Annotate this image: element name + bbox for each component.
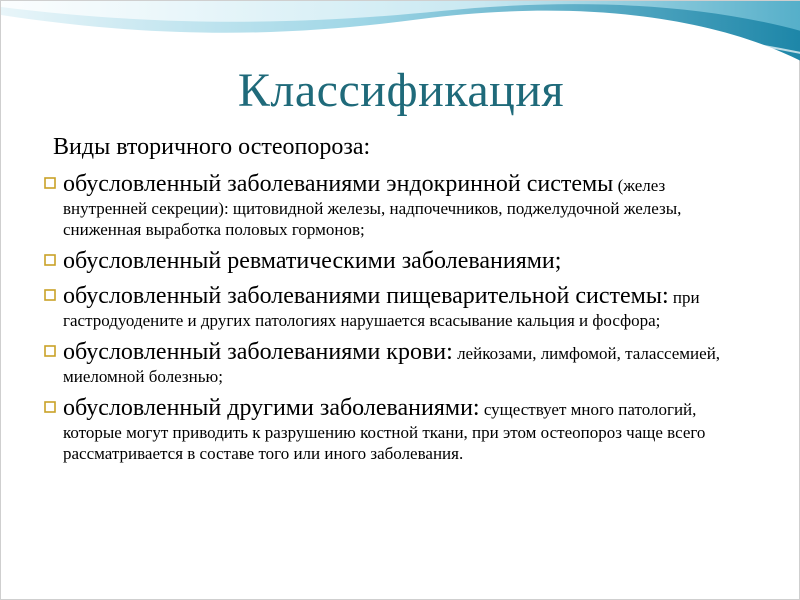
list-item bbox=[41, 283, 741, 331]
checkbox-bullet-icon bbox=[44, 345, 56, 357]
item-heading: обусловленный другими заболеваниями: bbox=[63, 395, 480, 421]
slide-title: Классификация bbox=[237, 64, 565, 117]
item-heading: обусловленный заболеваниями пищеварительной системы: bbox=[63, 283, 669, 309]
item-detail: при гастродуодените и других патологиях нарушается всасывание кальция и фосфора; bbox=[63, 288, 700, 330]
list-item bbox=[41, 395, 741, 464]
item-heading: обусловленный заболеваниями крови: bbox=[63, 339, 453, 365]
list-item bbox=[41, 171, 741, 240]
bullet-list bbox=[41, 171, 741, 472]
item-detail: (желез внутренней секреции): щитовидной железы, надпочечников, поджелудочной железы, сниженная выработка половых гормонов; bbox=[63, 176, 682, 239]
item-detail: лейкозами, лимфомой, талассемией, миеломной болезнью; bbox=[63, 344, 721, 386]
list-item bbox=[41, 339, 741, 387]
checkbox-bullet-icon bbox=[44, 401, 56, 413]
checkbox-bullet-icon bbox=[44, 289, 56, 301]
item-heading: обусловленный заболеваниями эндокринной системы bbox=[63, 171, 614, 197]
item-heading: обусловленный ревматическими заболеваниями; bbox=[63, 248, 562, 274]
list-item bbox=[41, 248, 741, 275]
item-detail: существует много патологий, которые могут приводить к разрушению костной ткани, при этом остеопороз чаще всего рассматривается в составе того или иного заболевания. bbox=[63, 400, 706, 463]
slide-subtitle: Виды вторичного остеопороза: bbox=[53, 134, 371, 160]
checkbox-bullet-icon bbox=[44, 177, 56, 189]
checkbox-bullet-icon bbox=[44, 254, 56, 266]
